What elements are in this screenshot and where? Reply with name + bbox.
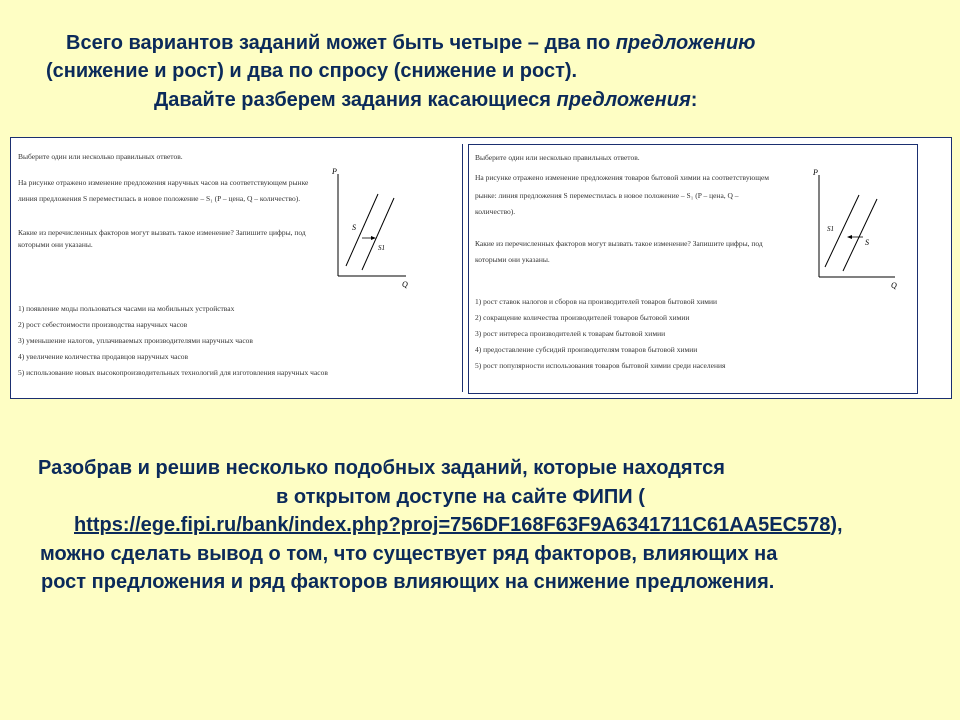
footer-line-5: рост предложения и ряд факторов влияющих на снижение предложения. [41, 571, 775, 593]
card-left-q3: Какие из перечисленных факторов могут вызвать такое изменение? Запишите цифры, под [18, 228, 306, 237]
card-left-title: Выберите один или несколько правильных ответов. [18, 152, 183, 161]
header-line-3-italic: предложения [556, 89, 691, 111]
task-card-right [468, 144, 918, 394]
card-left-q4: которыми они указаны. [18, 240, 93, 249]
card-left-option-2: 2) рост себестоимости производства наручных часов [18, 320, 188, 329]
footer-line-1: Разобрав и решив несколько подобных заданий, которые находятся [38, 457, 725, 479]
card-left-q2: линия предложения S переместилась в новое положение – S₁ (P – цена, Q – количество). [18, 194, 301, 203]
curve-s-right: S [865, 238, 869, 247]
card-left-q1: На рисунке отражено изменение предложения наручных часов на соответствующем рынке [18, 178, 309, 187]
axis-q-left: Q [402, 280, 408, 289]
header-line-1-italic: предложению [615, 32, 756, 54]
axis-p-right: P [813, 168, 818, 177]
header-line-2: (снижение и рост) и два по спросу (снижение и рост). [46, 60, 578, 82]
header-line-1-text: Всего вариантов заданий может быть четыре – два по [66, 32, 616, 54]
card-right-option-1: 1) рост ставок налогов и сборов на производителей товаров бытовой химии [475, 297, 718, 306]
fipi-bank-link[interactable]: https://ege.fipi.ru/bank/index.php?proj=756DF168F63F9A6341711C61AA5EC578 [74, 514, 831, 536]
header-line-3-colon: : [690, 89, 698, 111]
footer-link-after: ), [830, 514, 843, 536]
header-line-3 [154, 86, 954, 114]
card-left-option-5: 5) использование новых высокопроизводительных технологий для изготовления наручных часов [18, 368, 328, 377]
curve-s1-right: S1 [827, 225, 834, 233]
curve-s1-left: S1 [378, 244, 385, 252]
card-right-option-4: 4) предоставление субсидий производителям товаров бытовой химии [475, 345, 698, 354]
header-line-1 [66, 29, 946, 57]
card-left-option-1: 1) появление моды пользоваться часами на мобильных устройствах [18, 304, 235, 313]
supply-graph-left [332, 166, 412, 291]
axis-q-right: Q [891, 281, 897, 290]
card-right-option-3: 3) рост интереса производителей к товарам бытовой химии [475, 329, 666, 338]
axis-p-left: P [332, 167, 337, 176]
card-right-q5: которыми они указаны. [475, 255, 550, 264]
card-right-q2: рынке: линия предложения S переместилась в новое положение – S₁ (P – цена, Q – [475, 191, 739, 200]
footer-line-4: можно сделать вывод о том, что существует ряд факторов, влияющих на [40, 543, 778, 565]
card-right-q3: количество). [475, 207, 516, 216]
card-right-q4: Какие из перечисленных факторов могут вызвать такое изменение? Запишите цифры, под [475, 239, 763, 248]
footer-line-3 [74, 511, 960, 539]
card-right-option-5: 5) рост популярности использования товаров бытовой химии среди населения [475, 361, 726, 370]
card-left-option-4: 4) увеличение количества продавцов наручных часов [18, 352, 189, 361]
footer-line-2: в открытом доступе на сайте ФИПИ ( [276, 486, 645, 508]
supply-graph-right [813, 167, 903, 292]
header-line-3-text: Давайте разберем задания касающиеся [154, 89, 557, 111]
card-right-q1: На рисунке отражено изменение предложения товаров бытовой химии на соответствующем [475, 173, 770, 182]
curve-s-left: S [352, 223, 356, 232]
card-right-title: Выберите один или несколько правильных ответов. [475, 153, 640, 162]
task-card-left [14, 144, 463, 392]
card-left-option-3: 3) уменьшение налогов, уплачиваемых производителями наручных часов [18, 336, 253, 345]
tasks-panel [10, 137, 952, 399]
card-right-option-2: 2) сокращение количества производителей товаров бытовой химии [475, 313, 690, 322]
